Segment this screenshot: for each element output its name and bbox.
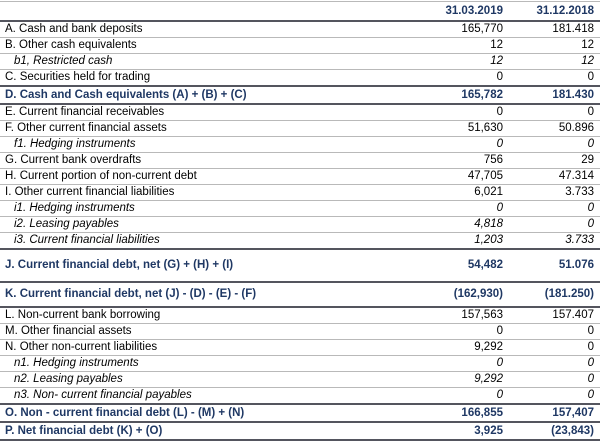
table-row: [0, 21, 600, 38]
row-label: I. Other current financial liabilities: [5, 186, 175, 199]
value-2019: 165,770: [461, 23, 503, 36]
value-2018: (181.250): [544, 288, 594, 301]
value-2018: 47.314: [558, 170, 594, 183]
table-row: [0, 137, 600, 153]
value-2019: 1,203: [474, 234, 503, 247]
table-row: [0, 307, 600, 324]
value-2019: 9,292: [474, 341, 503, 354]
financial-table: [0, 1, 600, 441]
table-row: [0, 70, 600, 87]
value-2018: 181.430: [552, 88, 594, 101]
value-2018: 0: [587, 389, 594, 402]
value-2019: (162,930): [453, 288, 503, 301]
row-label: f1. Hedging instruments: [14, 138, 136, 151]
table-row: [0, 185, 600, 201]
table-row: [0, 217, 600, 233]
value-2019: 0: [496, 202, 503, 215]
table-row: [0, 249, 600, 282]
value-2018: 0: [587, 202, 594, 215]
row-label: i1. Hedging instruments: [14, 202, 135, 215]
row-label: n3. Non- current financial payables: [14, 389, 192, 402]
value-2019: 0: [496, 71, 503, 84]
row-label: G. Current bank overdrafts: [5, 154, 142, 167]
value-2018: 0: [587, 325, 594, 338]
row-label: B. Other cash equivalents: [5, 39, 137, 52]
table-row: [0, 121, 600, 137]
value-2019: 4,818: [474, 218, 503, 231]
value-2018: 3.733: [565, 234, 594, 247]
row-label: F. Other current financial assets: [5, 122, 167, 135]
value-2018: 0: [587, 373, 594, 386]
row-label: C. Securities held for trading: [5, 71, 151, 84]
row-label: i2. Leasing payables: [14, 218, 119, 231]
value-2018: 12: [581, 55, 594, 68]
value-2019: 157,563: [461, 309, 503, 322]
value-2019: 0: [496, 106, 503, 119]
row-label: P. Net financial debt (K) + (O): [5, 424, 163, 437]
net-financial-debt-statement: [0, 1, 600, 437]
table-header-row: [0, 2, 600, 22]
header-date-2018: 31.12.2018: [508, 2, 600, 22]
value-2018: 157.407: [552, 309, 594, 322]
table-row: [0, 356, 600, 372]
row-label: K. Current financial debt, net (J) - (D) - (E) - (F): [5, 288, 257, 301]
row-label: n2. Leasing payables: [14, 373, 123, 386]
table-row: [0, 86, 600, 104]
value-2019: 6,021: [474, 186, 503, 199]
value-2019: 47,705: [467, 170, 503, 183]
value-2018: 0: [587, 357, 594, 370]
value-2019: 166,855: [461, 406, 503, 419]
table-row: [0, 201, 600, 217]
value-2018: 0: [587, 71, 594, 84]
row-label: i3. Current financial liabilities: [14, 234, 160, 247]
value-2018: 12: [581, 39, 594, 52]
value-2019: 0: [496, 357, 503, 370]
table-row: [0, 153, 600, 169]
row-label: D. Cash and Cash equivalents (A) + (B) + (C): [5, 88, 247, 101]
row-label: n1. Hedging instruments: [14, 357, 139, 370]
value-2019: 3,925: [474, 424, 503, 437]
row-label: b1, Restricted cash: [14, 55, 113, 68]
value-2019: 12: [490, 39, 503, 52]
row-label: O. Non - current financial debt (L) - (M) + (N): [5, 406, 245, 419]
table-row: [0, 38, 600, 54]
value-2019: 12: [490, 55, 503, 68]
value-2018: 0: [587, 138, 594, 151]
value-2019: 0: [496, 325, 503, 338]
table-row: [0, 169, 600, 185]
row-label: L. Non-current bank borrowing: [5, 309, 161, 322]
header-date-2019: 31.03.2019: [418, 2, 508, 22]
table-row: [0, 104, 600, 121]
row-label: M. Other financial assets: [5, 325, 132, 338]
value-2019: 165,782: [461, 88, 503, 101]
value-2019: 756: [483, 154, 503, 167]
row-label: A. Cash and bank deposits: [5, 23, 143, 36]
value-2019: 54,482: [467, 259, 503, 272]
value-2019: 0: [496, 138, 503, 151]
row-label: N. Other non-current liabilities: [5, 341, 158, 354]
value-2019: 9,292: [474, 373, 503, 386]
header-label-cell: [0, 2, 418, 22]
table-row: [0, 372, 600, 388]
row-label: H. Current portion of non-current debt: [5, 170, 197, 183]
table-row: [0, 340, 600, 356]
table-row: [0, 422, 600, 440]
value-2018: 181.418: [552, 23, 594, 36]
value-2018: 29: [581, 154, 594, 167]
table-row: [0, 388, 600, 405]
table-body: [0, 21, 600, 440]
value-2018: (23,843): [551, 424, 594, 437]
value-2018: 0: [587, 106, 594, 119]
value-2018: 51.076: [558, 259, 594, 272]
value-2018: 157,407: [552, 406, 594, 419]
table-row: [0, 233, 600, 250]
row-label: J. Current financial debt, net (G) + (H) + (I): [5, 259, 234, 272]
table-row: [0, 54, 600, 70]
table-row: [0, 404, 600, 422]
table-row: [0, 282, 600, 307]
value-2018: 3.733: [565, 186, 594, 199]
row-label: E. Current financial receivables: [5, 106, 165, 119]
value-2019: 0: [496, 389, 503, 402]
value-2018: 50.896: [558, 122, 594, 135]
value-2019: 51,630: [467, 122, 503, 135]
value-2018: 0: [587, 341, 594, 354]
value-2018: 0: [587, 218, 594, 231]
table-row: [0, 324, 600, 340]
